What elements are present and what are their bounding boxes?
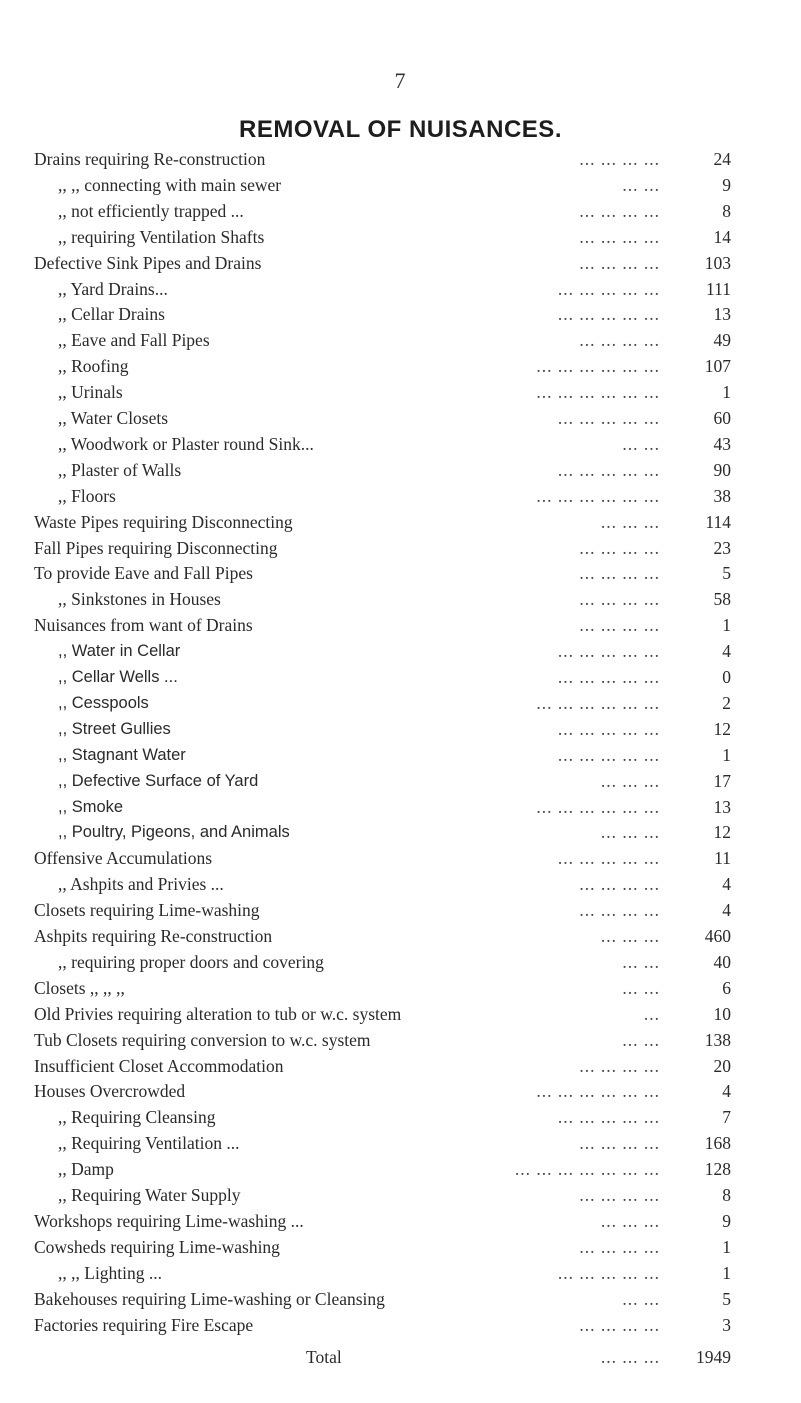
- row-label: ,, Poultry, Pigeons, and Animals: [58, 823, 290, 841]
- row-label: ,, Cellar Wells ...: [58, 668, 178, 686]
- leader-dots: ... ... ...: [600, 771, 660, 791]
- leader-dots: ... ... ... ... ...: [557, 1263, 660, 1283]
- row-value: 0: [722, 667, 731, 687]
- leader-dots: ... ...: [622, 434, 660, 454]
- row-value: 1: [722, 1237, 731, 1257]
- row-label: ,, Street Gullies: [58, 720, 171, 738]
- leader-dots: ... ... ... ...: [579, 227, 660, 247]
- table-row: [0, 690, 801, 716]
- table-row: [0, 664, 801, 690]
- total-value: 1949: [696, 1347, 731, 1367]
- table-row: [0, 819, 801, 845]
- row-label: Closets requiring Lime-washing: [34, 900, 260, 920]
- row-value: 8: [722, 201, 731, 221]
- leader-dots: ... ... ...: [600, 512, 660, 532]
- leader-dots: ... ... ... ... ...: [557, 745, 660, 765]
- table-row: [0, 897, 801, 923]
- row-value: 128: [704, 1159, 731, 1179]
- table-row: [0, 1260, 801, 1286]
- row-label: Insufficient Closet Accommodation: [34, 1056, 284, 1076]
- row-value: 14: [713, 227, 731, 247]
- table-row: [0, 923, 801, 949]
- row-value: 4: [722, 1081, 731, 1101]
- row-label: ,, Eave and Fall Pipes: [58, 330, 210, 350]
- row-value: 38: [713, 486, 731, 506]
- table-row: [0, 405, 801, 431]
- leader-dots: ... ... ... ... ... ...: [536, 1081, 660, 1101]
- row-label: ,, Urinals: [58, 382, 123, 402]
- table-row: [0, 975, 801, 1001]
- row-label: ,, Yard Drains...: [58, 279, 168, 299]
- row-value: 2: [722, 693, 731, 713]
- leader-dots: ... ... ... ...: [579, 330, 660, 350]
- row-label: ,, Stagnant Water: [58, 746, 186, 764]
- row-label: ,, Damp: [58, 1159, 114, 1179]
- row-label: Fall Pipes requiring Disconnecting: [34, 538, 278, 558]
- row-value: 17: [713, 771, 731, 791]
- leader-dots: ...: [643, 1004, 660, 1024]
- table-row: [0, 509, 801, 535]
- row-label: ,, ,, connecting with main sewer: [58, 175, 282, 195]
- row-value: 5: [722, 1289, 731, 1309]
- leader-dots: ... ...: [622, 175, 660, 195]
- table-row: [0, 1208, 801, 1234]
- row-label: Tub Closets requiring conversion to w.c. system: [34, 1030, 371, 1050]
- row-value: 1: [722, 745, 731, 765]
- row-label: Workshops requiring Lime-washing ...: [34, 1211, 304, 1231]
- row-label: Nuisances from want of Drains: [34, 615, 253, 635]
- table-row: [0, 845, 801, 871]
- row-value: 23: [713, 538, 731, 558]
- row-label: ,, Cesspools: [58, 694, 149, 712]
- leader-dots: ... ... ... ...: [579, 538, 660, 558]
- row-value: 111: [706, 279, 731, 299]
- leader-dots: ... ... ...: [600, 1347, 660, 1367]
- total-row: [0, 1344, 801, 1370]
- row-label: ,, Ashpits and Privies ...: [58, 874, 224, 894]
- row-label: ,, Smoke: [58, 798, 124, 816]
- row-label: Bakehouses requiring Lime-washing or Cleansing: [34, 1289, 385, 1309]
- leader-dots: ... ... ... ...: [579, 615, 660, 635]
- leader-dots: ... ... ... ... ...: [557, 304, 660, 324]
- row-label: ,, Defective Surface of Yard: [58, 772, 259, 790]
- row-label: ,, Woodwork or Plaster round Sink...: [58, 434, 314, 454]
- row-label: ,, Water in Cellar: [58, 642, 181, 660]
- row-value: 11: [714, 848, 731, 868]
- table-row: [0, 535, 801, 561]
- row-label: Drains requiring Re-construction: [34, 149, 266, 169]
- row-value: 168: [704, 1133, 731, 1153]
- row-value: 3: [722, 1315, 731, 1335]
- leader-dots: ... ... ... ... ...: [557, 719, 660, 739]
- row-label: ,, Requiring Ventilation ...: [58, 1133, 240, 1153]
- leader-dots: ... ... ... ...: [579, 1133, 660, 1153]
- leader-dots: ... ... ... ...: [579, 149, 660, 169]
- table-row: [0, 301, 801, 327]
- table-row: [0, 638, 801, 664]
- leader-dots: ... ... ... ... ...: [557, 279, 660, 299]
- table-row: [0, 431, 801, 457]
- leader-dots: ... ...: [622, 952, 660, 972]
- row-value: 4: [722, 900, 731, 920]
- leader-dots: ... ... ... ...: [579, 1315, 660, 1335]
- leader-dots: ... ... ... ...: [579, 563, 660, 583]
- leader-dots: ... ... ... ...: [579, 1185, 660, 1205]
- row-value: 12: [713, 822, 731, 842]
- row-label: To provide Eave and Fall Pipes: [34, 563, 253, 583]
- row-label: ,, Requiring Cleansing: [58, 1107, 216, 1127]
- leader-dots: ... ... ... ...: [579, 253, 660, 273]
- leader-dots: ... ... ...: [600, 822, 660, 842]
- table-row: [0, 327, 801, 353]
- row-value: 1: [722, 615, 731, 635]
- row-value: 1: [722, 382, 731, 402]
- row-value: 24: [713, 149, 731, 169]
- leader-dots: ... ... ... ... ... ...: [536, 797, 660, 817]
- table-row: [0, 586, 801, 612]
- table-row: [0, 276, 801, 302]
- row-label: Factories requiring Fire Escape: [34, 1315, 254, 1335]
- row-label: Defective Sink Pipes and Drains: [34, 253, 262, 273]
- table-row: [0, 483, 801, 509]
- table-row: [0, 250, 801, 276]
- row-value: 20: [713, 1056, 731, 1076]
- row-value: 9: [722, 175, 731, 195]
- row-value: 8: [722, 1185, 731, 1205]
- table-row: [0, 172, 801, 198]
- table-row: [0, 146, 801, 172]
- leader-dots: ... ...: [622, 978, 660, 998]
- leader-dots: ... ... ... ... ... ...: [536, 356, 660, 376]
- leader-dots: ... ... ... ... ...: [557, 1107, 660, 1127]
- table-row: [0, 871, 801, 897]
- row-value: 10: [713, 1004, 731, 1024]
- table-row: [0, 949, 801, 975]
- row-label: Cowsheds requiring Lime-washing: [34, 1237, 280, 1257]
- row-label: ,, ,, Lighting ...: [58, 1263, 163, 1283]
- table-row: [0, 224, 801, 250]
- leader-dots: ... ... ... ... ...: [557, 667, 660, 687]
- leader-dots: ... ... ... ...: [579, 1237, 660, 1257]
- leader-dots: ... ... ... ... ... ...: [536, 382, 660, 402]
- leader-dots: ... ... ... ...: [579, 589, 660, 609]
- row-label: Old Privies requiring alteration to tub or w.c. system: [34, 1004, 402, 1024]
- page-number: 7: [394, 68, 406, 93]
- row-label: ,, Requiring Water Supply: [58, 1185, 241, 1205]
- page-title: REMOVAL OF NUISANCES.: [239, 116, 562, 143]
- table-row: [0, 1104, 801, 1130]
- row-value: 9: [722, 1211, 731, 1231]
- leader-dots: ... ... ...: [600, 926, 660, 946]
- table-row: [0, 742, 801, 768]
- table-row: [0, 560, 801, 586]
- row-label: ,, Water Closets: [58, 408, 169, 428]
- table-row: [0, 1027, 801, 1053]
- table-row: [0, 1053, 801, 1079]
- row-label: Ashpits requiring Re-construction: [34, 926, 273, 946]
- leader-dots: ... ... ...: [600, 1211, 660, 1231]
- table-row: [0, 353, 801, 379]
- leader-dots: ... ...: [622, 1289, 660, 1309]
- row-label: Houses Overcrowded: [34, 1081, 186, 1101]
- leader-dots: ... ... ... ...: [579, 900, 660, 920]
- row-value: 43: [713, 434, 731, 454]
- row-label: Waste Pipes requiring Disconnecting: [34, 512, 293, 532]
- row-label: ,, Roofing: [58, 356, 129, 376]
- table-row: [0, 612, 801, 638]
- row-label: ,, Cellar Drains: [58, 304, 165, 324]
- row-value: 460: [704, 926, 731, 946]
- leader-dots: ... ... ... ...: [579, 1056, 660, 1076]
- table-row: [0, 457, 801, 483]
- row-value: 6: [722, 978, 731, 998]
- table-row: [0, 1286, 801, 1312]
- row-value: 5: [722, 563, 731, 583]
- leader-dots: ... ... ... ... ... ...: [536, 693, 660, 713]
- table-row: [0, 1001, 801, 1027]
- row-label: ,, Plaster of Walls: [58, 460, 182, 480]
- row-label: ,, requiring proper doors and covering: [58, 952, 324, 972]
- table-row: [0, 768, 801, 794]
- table-row: [0, 1234, 801, 1260]
- row-value: 4: [722, 641, 731, 661]
- row-value: 107: [704, 356, 731, 376]
- row-value: 60: [713, 408, 731, 428]
- table-row: [0, 1156, 801, 1182]
- table-row: [0, 794, 801, 820]
- row-value: 138: [704, 1030, 731, 1050]
- leader-dots: ... ... ... ...: [579, 201, 660, 221]
- row-label: ,, Sinkstones in Houses: [58, 589, 221, 609]
- table-row: [0, 1130, 801, 1156]
- leader-dots: ... ... ... ... ...: [557, 408, 660, 428]
- row-value: 58: [713, 589, 731, 609]
- table-row: [0, 716, 801, 742]
- table-row: [0, 1182, 801, 1208]
- leader-dots: ... ... ... ... ...: [557, 460, 660, 480]
- leader-dots: ... ... ... ... ...: [557, 848, 660, 868]
- row-value: 40: [713, 952, 731, 972]
- table-row: [0, 1078, 801, 1104]
- row-value: 7: [722, 1107, 731, 1127]
- row-label: ,, requiring Ventilation Shafts: [58, 227, 265, 247]
- row-value: 13: [713, 304, 731, 324]
- row-value: 90: [713, 460, 731, 480]
- row-label: ,, not efficiently trapped ...: [58, 201, 244, 221]
- row-value: 114: [705, 512, 731, 532]
- table-row: [0, 379, 801, 405]
- row-label: Offensive Accumulations: [34, 848, 213, 868]
- table-row: [0, 1312, 801, 1338]
- table-row: [0, 198, 801, 224]
- row-value: 12: [713, 719, 731, 739]
- total-label: Total: [306, 1347, 342, 1367]
- row-value: 4: [722, 874, 731, 894]
- row-value: 1: [722, 1263, 731, 1283]
- leader-dots: ... ... ... ... ... ... ...: [514, 1159, 660, 1179]
- row-value: 13: [713, 797, 731, 817]
- row-value: 49: [713, 330, 731, 350]
- row-label: ,, Floors: [58, 486, 116, 506]
- leader-dots: ... ... ... ... ...: [557, 641, 660, 661]
- row-value: 103: [704, 253, 731, 273]
- row-label: Closets ,, ,, ,,: [34, 978, 125, 998]
- leader-dots: ... ... ... ...: [579, 874, 660, 894]
- leader-dots: ... ...: [622, 1030, 660, 1050]
- leader-dots: ... ... ... ... ... ...: [536, 486, 660, 506]
